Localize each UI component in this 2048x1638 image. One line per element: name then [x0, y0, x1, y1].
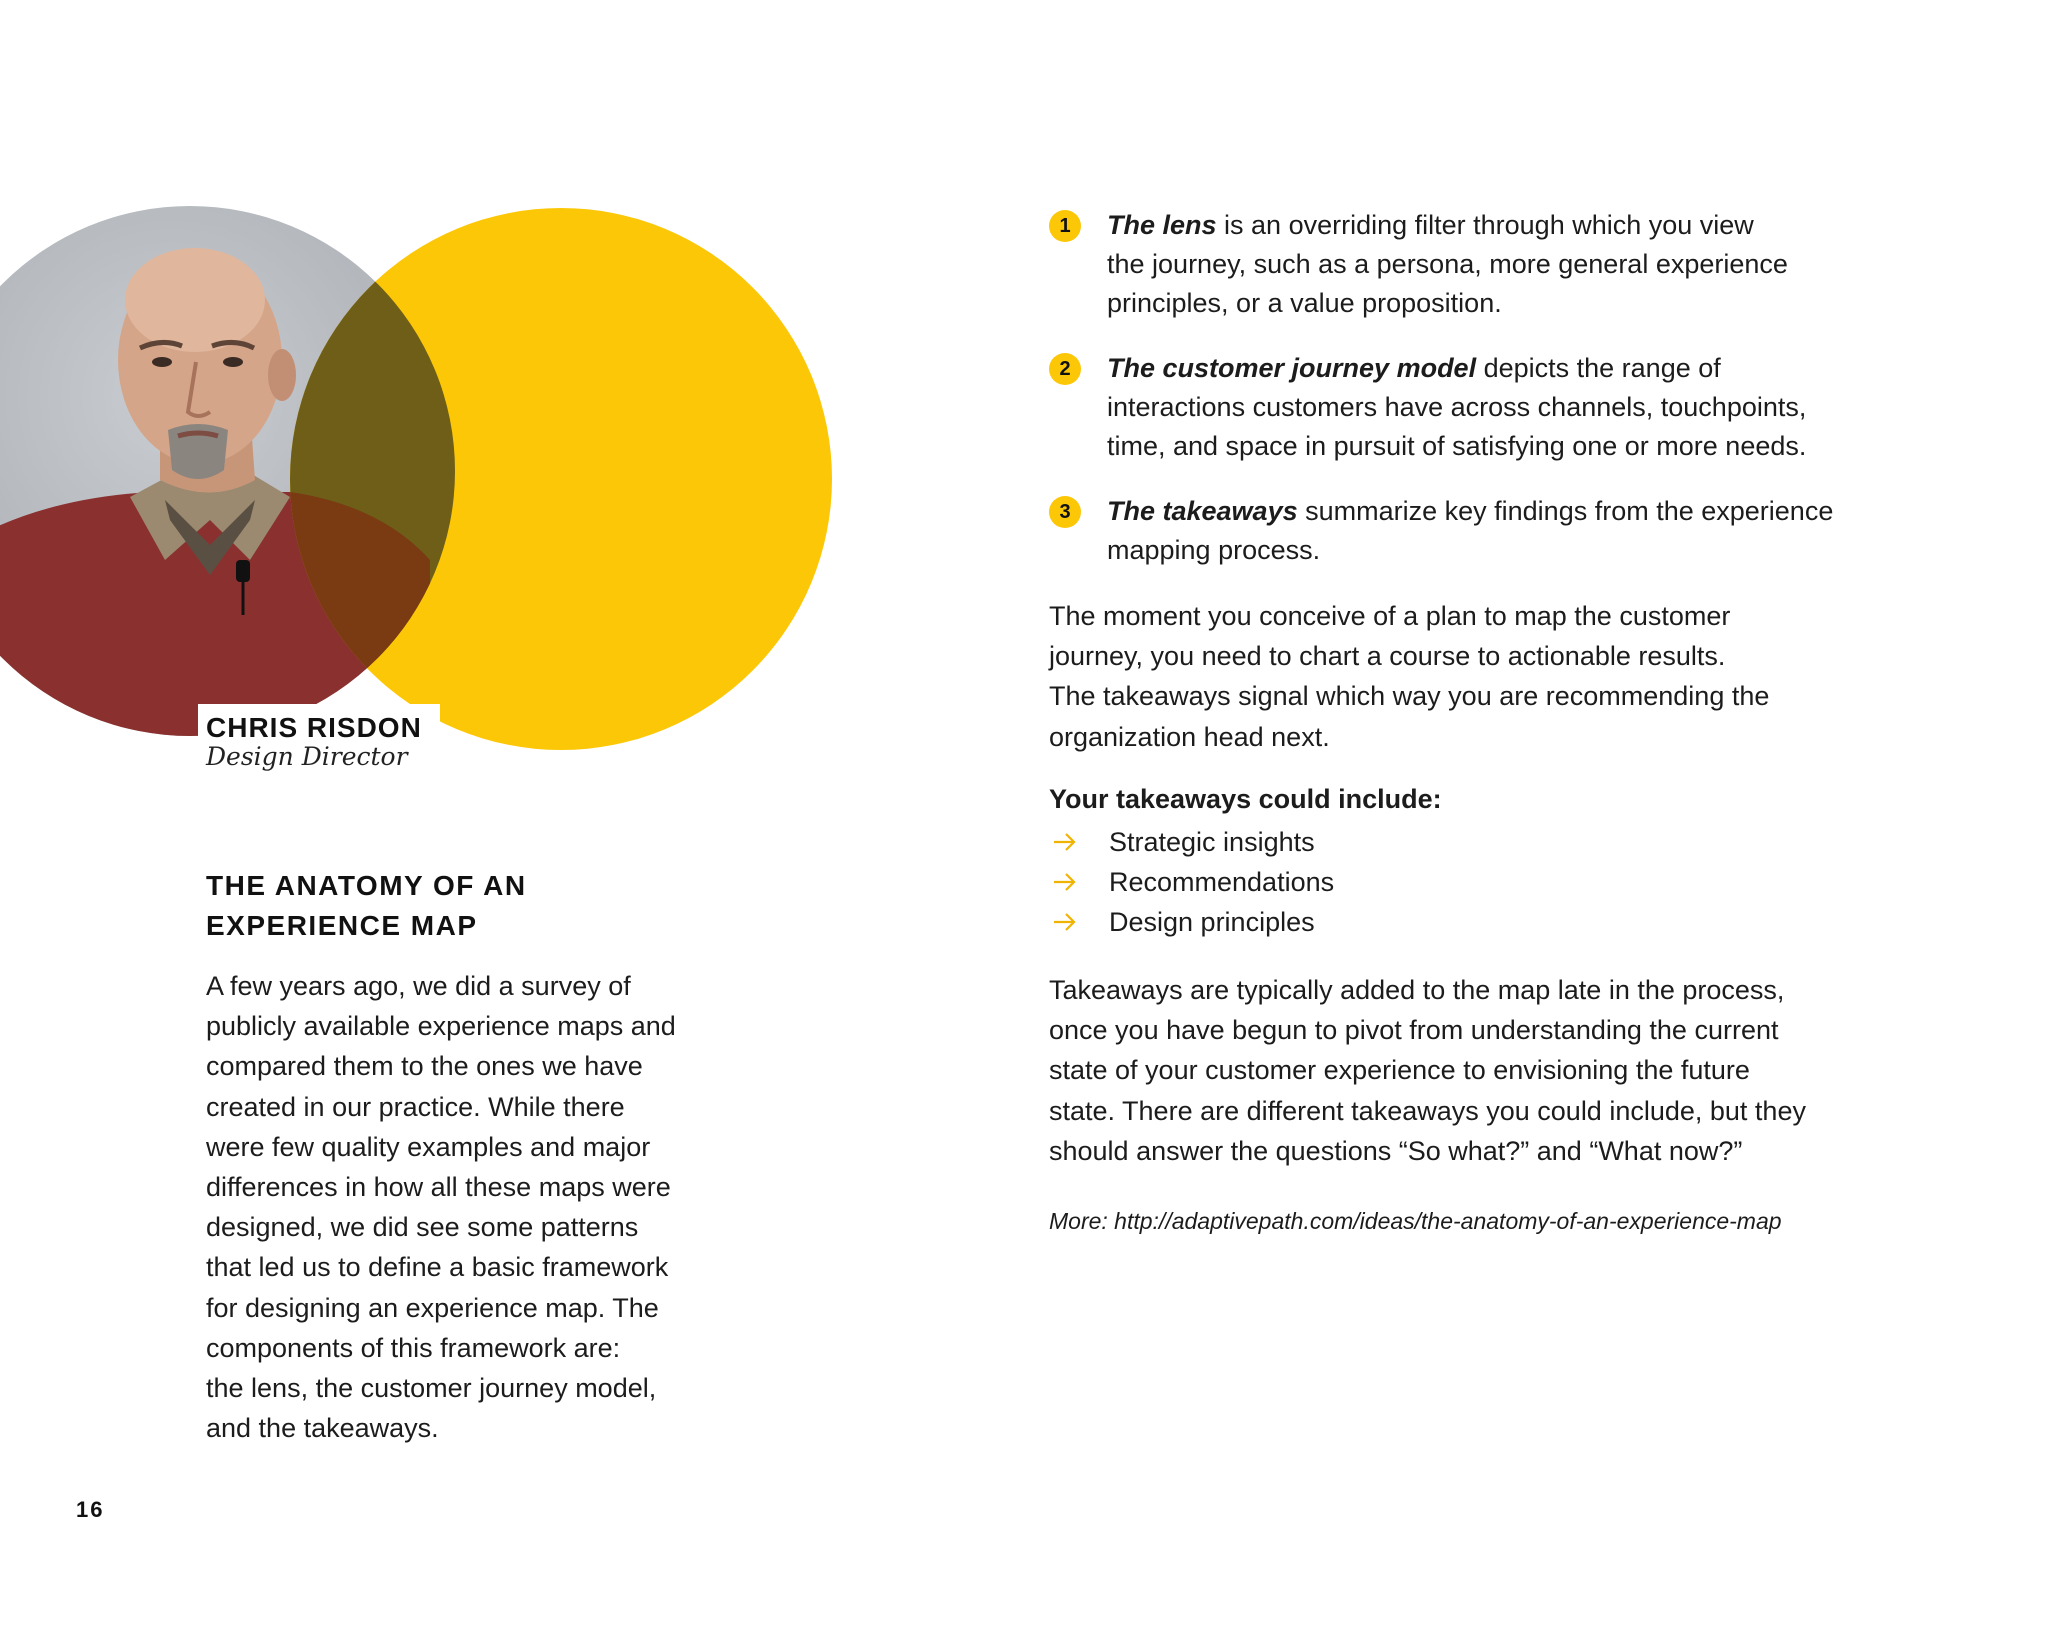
closing-line: state. There are different takeaways you could include, but they — [1049, 1095, 1806, 1126]
component-line — [1107, 206, 1907, 245]
venn-graphic — [0, 0, 900, 800]
closing-line: should answer the questions “So what?” and “What now?” — [1049, 1135, 1743, 1166]
intro-line: were few quality examples and major — [206, 1131, 651, 1162]
arrow-right-icon — [1053, 833, 1077, 851]
section-title-line: THE ANATOMY OF AN — [206, 870, 527, 901]
closing-line: once you have begun to pivot from understanding the current — [1049, 1015, 1779, 1046]
component-line — [1107, 349, 1907, 388]
component-term: The takeaways — [1107, 496, 1298, 526]
moment-line: organization head next. — [1049, 721, 1330, 752]
intro-line: and the takeaways. — [206, 1413, 439, 1444]
person-role: Design Director — [206, 742, 408, 771]
intro-line: components of this framework are: — [206, 1332, 621, 1363]
intro-line: A few years ago, we did a survey of — [206, 971, 631, 1001]
intro-line: designed, we did see some patterns — [206, 1212, 639, 1243]
more-link[interactable]: More: http://adaptivepath.com/ideas/the-anatomy-of-an-experience-map — [1049, 1208, 1782, 1234]
intro-line: differences in how all these maps were — [206, 1172, 671, 1203]
component-line-rest: summarize key findings from the experience — [1297, 496, 1834, 526]
component-line-rest: depicts the range of — [1476, 353, 1721, 383]
moment-line: The moment you conceive of a plan to map the customer — [1049, 601, 1731, 631]
intro-line: the lens, the customer journey model, — [206, 1373, 657, 1404]
number-badge: 2 — [1049, 353, 1081, 385]
component-text — [1107, 206, 1907, 323]
component-term: The customer journey model — [1107, 353, 1477, 383]
intro-line: publicly available experience maps and — [206, 1011, 676, 1042]
component-line-rest: is an overriding filter through which you view — [1216, 210, 1754, 240]
takeaways-heading: Your takeaways could include: — [1049, 784, 1442, 814]
arrow-right-icon — [1053, 873, 1077, 891]
component-line: principles, or a value proposition. — [1107, 288, 1502, 318]
moment-paragraph — [1049, 596, 1869, 757]
list-item-label: Recommendations — [1109, 867, 1335, 898]
moment-line: The takeaways signal which way you are recommending the — [1049, 681, 1770, 712]
section-title — [206, 866, 706, 946]
list-item-label: Design principles — [1109, 907, 1315, 938]
closing-line: state of your customer experience to envisioning the future — [1049, 1055, 1750, 1086]
number-badge: 3 — [1049, 496, 1081, 528]
component-line: time, and space in pursuit of satisfying one or more needs. — [1107, 431, 1807, 461]
person-nameplate — [198, 704, 440, 771]
moment-line: journey, you need to chart a course to actionable results. — [1049, 641, 1726, 672]
component-text — [1107, 492, 1907, 570]
intro-line: compared them to the ones we have — [206, 1051, 643, 1082]
component-line: mapping process. — [1107, 535, 1321, 565]
component-line: interactions customers have across channels, touchpoints, — [1107, 392, 1807, 422]
closing-paragraph — [1049, 970, 1869, 1171]
closing-line: Takeaways are typically added to the map late in the process, — [1049, 975, 1785, 1005]
intro-line: that led us to define a basic framework — [206, 1252, 669, 1283]
component-term: The lens — [1107, 210, 1217, 240]
intro-line: created in our practice. While there — [206, 1091, 625, 1122]
section-title-line: EXPERIENCE MAP — [206, 910, 478, 941]
person-name: CHRIS RISDON — [206, 712, 422, 743]
component-line — [1107, 492, 1907, 531]
component-text — [1107, 349, 1907, 466]
intro-paragraph — [206, 966, 726, 1448]
arrow-right-icon — [1053, 913, 1077, 931]
list-item-label: Strategic insights — [1109, 827, 1315, 857]
page-number: 16 — [76, 1497, 105, 1522]
number-badge: 1 — [1049, 210, 1081, 242]
component-line: the journey, such as a persona, more general experience — [1107, 249, 1788, 279]
intro-line: for designing an experience map. The — [206, 1292, 659, 1323]
